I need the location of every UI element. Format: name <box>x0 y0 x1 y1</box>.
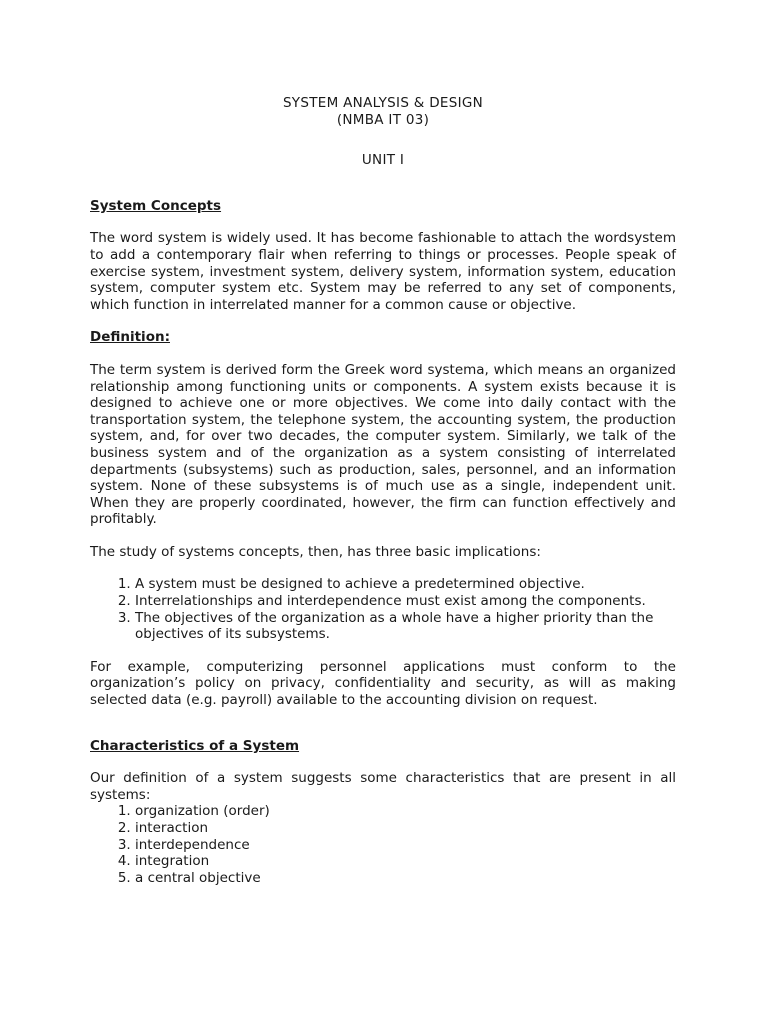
course-code: (NMBA IT 03) <box>336 111 430 128</box>
paragraph-implications-intro: The study of systems concepts, then, has three basic implications: <box>90 543 541 560</box>
heading-definition: Definition: <box>90 329 170 346</box>
paragraph-system-concepts: The word system is widely used. It has become fashionable to attach the wordsystem to add a contemporary flair when referring to things or processes. People speak of exercise system, investment system, delivery system, information system, education system, computer system etc. System may be referred to any set of components, which function in interrelated manner for a common cause or objective. <box>90 230 676 313</box>
list-item: 3. The objectives of the organization as a whole have a higher priority than the objectives of its subsystems. <box>135 610 676 643</box>
characteristics-list <box>90 803 676 886</box>
paragraph-definition: The term system is derived form the Greek word systema, which means an organized relationship among functioning units or components. A system exists because it is designed to achieve one or more objectives. We come into daily contact with the transportation system, the telephone system, the accounting system, the production system, and, for over two decades, the computer system. Similarly, we talk of the business system and of the organization as a system consisting of interrelated departments (subsystems) such as production, sales, personnel, and an information system. None of these subsystems is of much use as a single, independent unit. When they are properly coordinated, however, the firm can function effectively and profitably. <box>90 361 676 528</box>
document-title: SYSTEM ANALYSIS & DESIGN <box>282 95 484 111</box>
heading-system-concepts: System Concepts <box>90 197 222 214</box>
implications-list <box>90 576 676 642</box>
list-item: 4. integration <box>135 853 676 870</box>
list-item: 2. Interrelationships and interdependence must exist among the components. <box>135 593 676 610</box>
paragraph-example: For example, computerizing personnel applications must conform to the organization’s policy on privacy, confidentiality and security, as will as making selected data (e.g. payroll) available to the accounting division on request. <box>90 658 676 709</box>
list-item: 5. a central objective <box>135 870 676 887</box>
heading-characteristics: Characteristics of a System <box>90 737 300 754</box>
list-item: 1. organization (order) <box>135 803 676 820</box>
list-item: 3. interdependence <box>135 837 676 854</box>
list-item: 1. A system must be designed to achieve a predetermined objective. <box>135 576 676 593</box>
paragraph-characteristics: Our definition of a system suggests some characteristics that are present in all systems: <box>90 770 676 803</box>
list-item: 2. interaction <box>135 820 676 837</box>
unit-label: UNIT I <box>361 152 405 169</box>
document-content <box>90 95 676 886</box>
